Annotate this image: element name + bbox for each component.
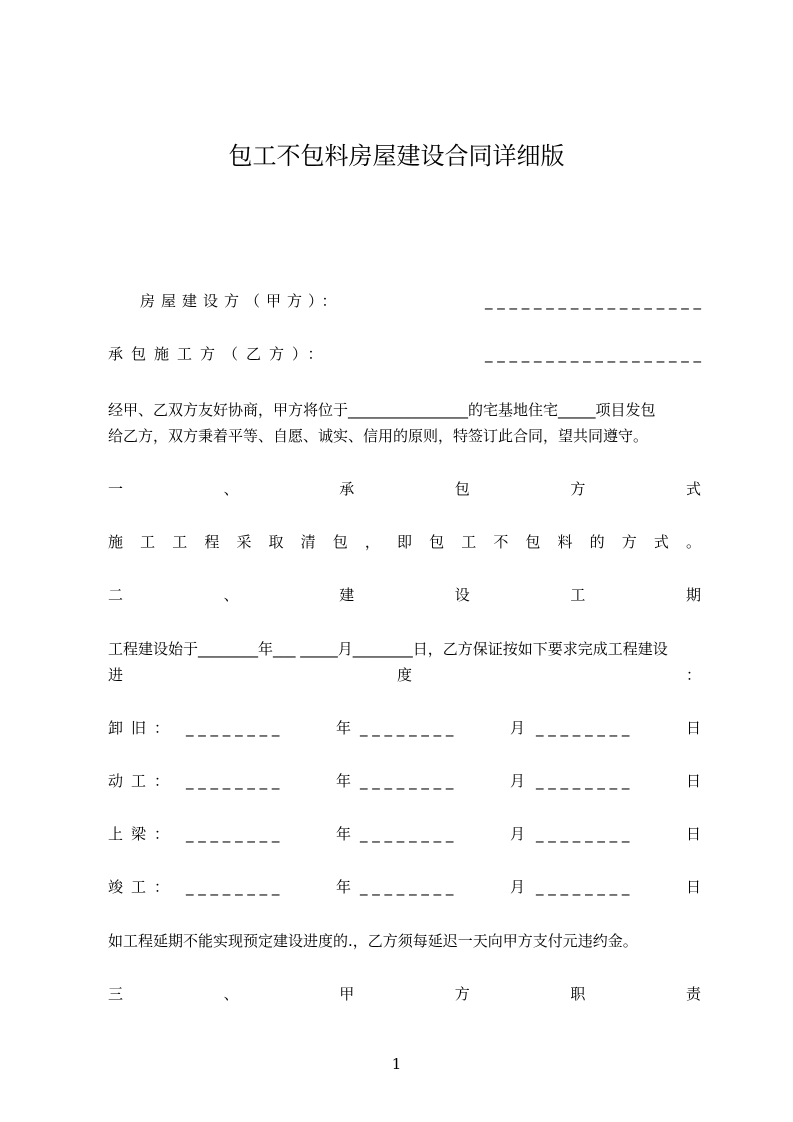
day-label: 日 xyxy=(685,825,701,843)
section-3-char: 三 xyxy=(108,985,124,1003)
milestone-name: 上梁： xyxy=(108,825,178,843)
section-2-char: 建 xyxy=(339,586,355,604)
section-2-char: 工 xyxy=(570,586,586,604)
year-blank: _ _ _ _ _ _ _ _ xyxy=(186,825,280,843)
schedule-intro-line-1: 工程建设始于________年___ _____月________日，乙方保证按如下要求完成工程建设 xyxy=(108,640,668,658)
page-number: 1 xyxy=(391,1055,402,1073)
month-blank: _ _ _ _ _ _ _ _ xyxy=(360,772,454,790)
section-1-text-char: 式 xyxy=(653,533,669,551)
milestone-name: 动工： xyxy=(108,772,178,790)
page-title: 包工不包料房屋建设合同详细版 xyxy=(228,142,565,170)
section-3-char: 、 xyxy=(223,985,239,1003)
section-2-char: 期 xyxy=(685,586,701,604)
intro-line-2: 给乙方，双方秉着平等、自愿、诚实、信用的原则，特签订此合同，望共同遵守。 xyxy=(108,427,649,445)
intro-paragraph xyxy=(108,397,701,449)
day-label: 日 xyxy=(685,878,701,896)
month-label: 月 xyxy=(510,825,526,843)
section-1-text-char: 的 xyxy=(589,533,605,551)
section-3-char: 职 xyxy=(570,985,586,1003)
section-2-heading xyxy=(108,584,701,606)
section-1-text-char: 清 xyxy=(300,533,316,551)
day-label: 日 xyxy=(685,772,701,790)
section-1-text-char: 施 xyxy=(108,533,124,551)
schedule-char: 度 xyxy=(396,666,412,684)
section-1-text-char: 包 xyxy=(525,533,541,551)
section-1-text-char: 包 xyxy=(332,533,348,551)
year-label: 年 xyxy=(336,878,352,896)
section-1-char: 一 xyxy=(108,480,124,498)
party-a-line xyxy=(140,290,701,312)
intro-line-1: 经甲、乙双方友好协商，甲方将位于________________的宅基地住宅_____项目发包 xyxy=(108,401,656,419)
section-1-text-char: 采 xyxy=(236,533,252,551)
day-blank: _ _ _ _ _ _ _ _ xyxy=(536,825,630,843)
month-label: 月 xyxy=(510,719,526,737)
section-3-char: 方 xyxy=(454,985,470,1003)
section-1-text-char: 包 xyxy=(429,533,445,551)
day-blank: _ _ _ _ _ _ _ _ xyxy=(536,878,630,896)
milestone-name: 卸旧： xyxy=(108,719,178,737)
section-1-text-char: 料 xyxy=(557,533,573,551)
section-2-char: 二 xyxy=(108,586,124,604)
section-1-char: 承 xyxy=(339,480,355,498)
section-3-char: 责 xyxy=(685,985,701,1003)
day-blank: _ _ _ _ _ _ _ _ xyxy=(536,772,630,790)
section-1-text-char: 取 xyxy=(268,533,284,551)
section-1-char: 式 xyxy=(685,480,701,498)
section-1-char: 、 xyxy=(223,480,239,498)
schedule-intro-line-2 xyxy=(108,662,701,688)
section-3-char: 甲 xyxy=(339,985,355,1003)
section-1-text-char: 方 xyxy=(621,533,637,551)
year-blank: _ _ _ _ _ _ _ _ xyxy=(186,772,280,790)
year-blank: _ _ _ _ _ _ _ _ xyxy=(186,719,280,737)
month-label: 月 xyxy=(510,878,526,896)
section-2-char: 、 xyxy=(223,586,239,604)
section-1-text xyxy=(108,531,701,553)
section-3-heading xyxy=(108,983,701,1005)
section-1-char: 方 xyxy=(570,480,586,498)
section-1-text-char: 即 xyxy=(396,533,412,551)
section-1-text-char: 程 xyxy=(204,533,220,551)
section-1-text-char: 工 xyxy=(461,533,477,551)
milestone-name: 竣工： xyxy=(108,878,178,896)
year-label: 年 xyxy=(336,719,352,737)
party-b-blank: _ _ _ _ _ _ _ _ _ _ _ _ _ _ _ _ _ _ xyxy=(484,345,701,363)
schedule-char: 进 xyxy=(108,666,124,684)
schedule-char: ： xyxy=(685,666,701,684)
year-label: 年 xyxy=(336,825,352,843)
month-blank: _ _ _ _ _ _ _ _ xyxy=(360,878,454,896)
delay-clause: 如工程延期不能实现预定建设进度的.，乙方须每延迟一天向甲方支付元违约金。 xyxy=(108,932,638,950)
year-blank: _ _ _ _ _ _ _ _ xyxy=(186,878,280,896)
section-1-char: 包 xyxy=(454,480,470,498)
section-1-text-char: 不 xyxy=(493,533,509,551)
section-1-text-char: 工 xyxy=(172,533,188,551)
section-1-text-char: ， xyxy=(364,533,380,551)
party-b-label: 承包施工方（乙方）： xyxy=(108,345,331,363)
section-2-char: 设 xyxy=(454,586,470,604)
party-b-line xyxy=(108,343,701,365)
year-label: 年 xyxy=(336,772,352,790)
day-blank: _ _ _ _ _ _ _ _ xyxy=(536,719,630,737)
day-label: 日 xyxy=(685,719,701,737)
section-1-heading xyxy=(108,478,701,500)
schedule-intro xyxy=(108,636,701,688)
section-1-text-char: 工 xyxy=(140,533,156,551)
section-1-text-char: 。 xyxy=(685,533,701,551)
party-a-blank: _ _ _ _ _ _ _ _ _ _ _ _ _ _ _ _ _ _ xyxy=(484,292,701,310)
month-label: 月 xyxy=(510,772,526,790)
month-blank: _ _ _ _ _ _ _ _ xyxy=(360,825,454,843)
month-blank: _ _ _ _ _ _ _ _ xyxy=(360,719,454,737)
party-a-label: 房屋建设方（甲方）： xyxy=(140,292,343,310)
